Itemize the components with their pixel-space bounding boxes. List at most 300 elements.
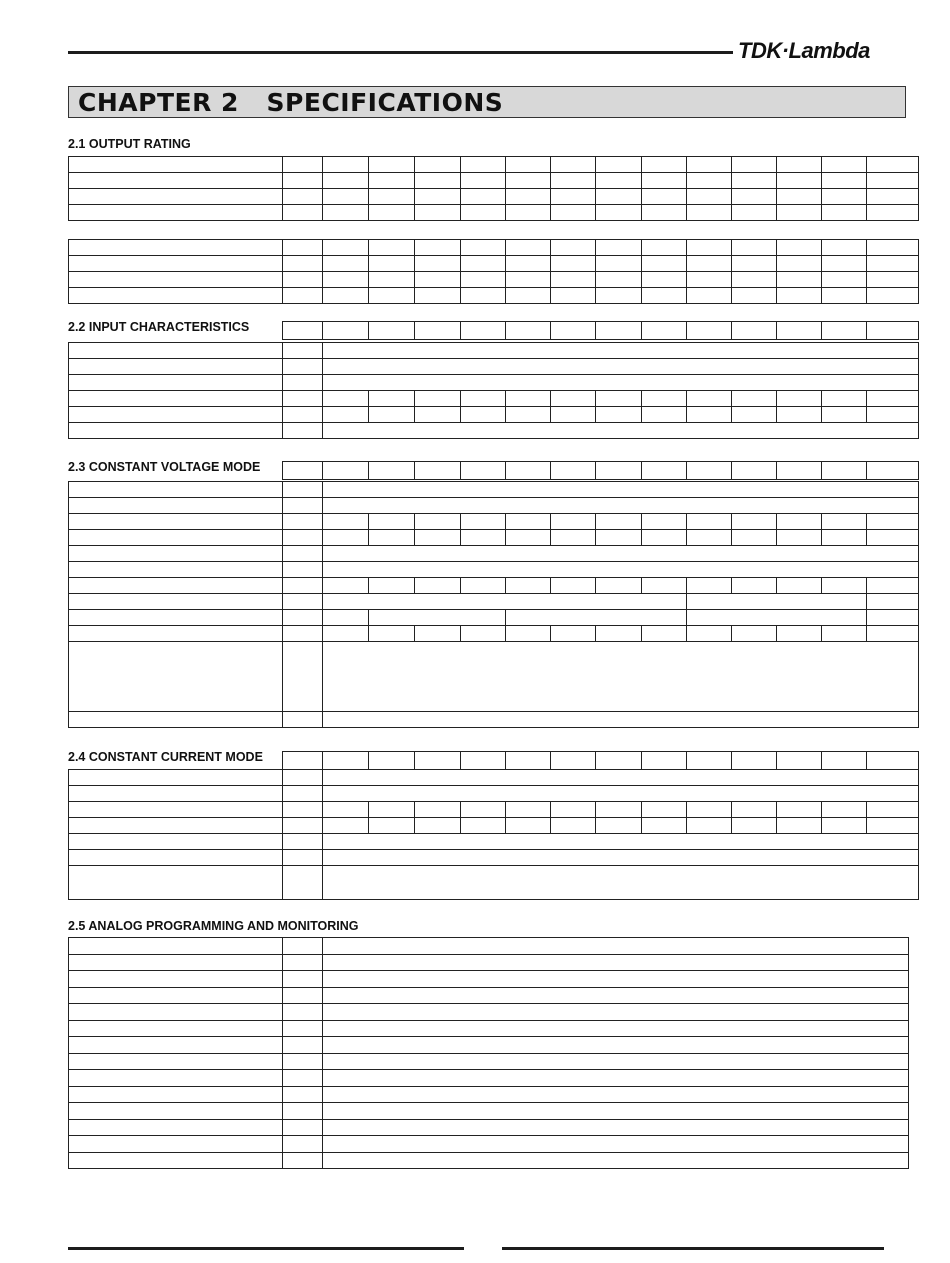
value-cell [369, 256, 415, 272]
value-cell [283, 157, 323, 173]
value-cell [642, 288, 687, 304]
analog-row [69, 1136, 909, 1153]
header-cell [777, 322, 822, 340]
row-unit [283, 407, 323, 423]
value-cell [596, 189, 642, 205]
row-text [323, 1070, 909, 1087]
row-label [69, 786, 283, 802]
row-label [69, 1119, 283, 1136]
row-unit [283, 343, 323, 359]
voltage-header-row [283, 462, 919, 480]
row-unit [283, 594, 323, 610]
row-text [323, 954, 909, 971]
footer-rule-left [68, 1247, 464, 1250]
row-label [69, 343, 283, 359]
row-text [323, 1037, 909, 1054]
value-cell [732, 818, 777, 834]
row-text [323, 770, 919, 786]
model-header-row [69, 157, 919, 173]
row-label [69, 850, 283, 866]
row-text [323, 343, 919, 359]
row-text [323, 375, 919, 391]
value-cell [687, 514, 732, 530]
value-cell [415, 157, 461, 173]
value-cell [506, 288, 551, 304]
row-unit [283, 546, 323, 562]
value-cell [777, 256, 822, 272]
row-unit [283, 562, 323, 578]
value-cell [687, 594, 867, 610]
spec-row [69, 834, 919, 850]
spec-row [69, 818, 919, 834]
value-cell [732, 272, 777, 288]
row-label [69, 157, 283, 173]
value-cell [867, 530, 919, 546]
value-cell [687, 626, 732, 642]
value-cell [777, 802, 822, 818]
analog-row [69, 1086, 909, 1103]
value-cell [732, 288, 777, 304]
row-label [69, 1070, 283, 1087]
value-cell [596, 578, 642, 594]
row-label [69, 256, 283, 272]
value-cell [461, 578, 506, 594]
row-text [323, 1020, 909, 1037]
header-cell [777, 462, 822, 480]
value-cell [283, 189, 323, 205]
value-cell [369, 802, 415, 818]
value-cell [867, 818, 919, 834]
value-cell [506, 272, 551, 288]
header-cell [822, 752, 867, 770]
value-cell [822, 407, 867, 423]
spec-row [69, 562, 919, 578]
rating-row [69, 256, 919, 272]
value-cell [687, 288, 732, 304]
row-label [69, 712, 283, 728]
value-cell [415, 626, 461, 642]
value-cell [506, 189, 551, 205]
row-unit [283, 971, 323, 988]
constant-current-table [68, 769, 919, 900]
spec-row [69, 482, 919, 498]
header-cell [323, 462, 369, 480]
warm-up-drift-text [323, 866, 919, 900]
rating-row [69, 189, 919, 205]
row-text [323, 423, 919, 439]
chapter-banner [68, 86, 906, 118]
value-cell [822, 802, 867, 818]
value-cell [822, 391, 867, 407]
value-cell [461, 272, 506, 288]
value-cell [415, 391, 461, 407]
value-cell [642, 157, 687, 173]
value-cell [687, 407, 732, 423]
value-cell [506, 173, 551, 189]
constant-voltage-table [68, 481, 919, 728]
input-voltage-header [282, 321, 919, 340]
header-rule [68, 51, 733, 54]
value-cell [777, 407, 822, 423]
spec-row [69, 594, 919, 610]
value-cell [822, 530, 867, 546]
value-cell [596, 205, 642, 221]
row-label [69, 240, 283, 256]
rating-row [69, 272, 919, 288]
value-cell [283, 272, 323, 288]
row-text [323, 1004, 909, 1021]
value-cell [461, 189, 506, 205]
row-label [69, 1103, 283, 1120]
spec-row [69, 514, 919, 530]
row-label [69, 1152, 283, 1169]
row-label [69, 594, 283, 610]
analog-row [69, 938, 909, 955]
analog-row [69, 954, 909, 971]
value-cell [283, 205, 323, 221]
analog-row [69, 1070, 909, 1087]
value-cell [642, 802, 687, 818]
value-cell [732, 530, 777, 546]
row-unit [283, 938, 323, 955]
row-unit [283, 1103, 323, 1120]
row-label [69, 189, 283, 205]
row-label [69, 642, 283, 712]
row-text [323, 1053, 909, 1070]
row-label [69, 626, 283, 642]
row-label [69, 1086, 283, 1103]
value-cell [777, 391, 822, 407]
value-cell [867, 407, 919, 423]
value-cell [461, 205, 506, 221]
rating-row [69, 288, 919, 304]
value-cell [551, 189, 596, 205]
value-cell [642, 626, 687, 642]
header-cell [461, 752, 506, 770]
value-cell [642, 530, 687, 546]
value-cell [687, 157, 732, 173]
value-cell [596, 407, 642, 423]
row-unit [283, 786, 323, 802]
spec-row [69, 802, 919, 818]
value-cell [687, 530, 732, 546]
value-cell [867, 391, 919, 407]
row-unit [283, 850, 323, 866]
value-cell [642, 818, 687, 834]
row-unit [283, 818, 323, 834]
header-cell [867, 462, 919, 480]
section-title-output-rating: 2.1 OUTPUT RATING [68, 137, 191, 151]
row-unit [283, 423, 323, 439]
value-cell [283, 240, 323, 256]
header-cell [596, 322, 642, 340]
value-cell [596, 240, 642, 256]
row-text [323, 938, 909, 955]
value-cell [867, 205, 919, 221]
spec-row [69, 391, 919, 407]
value-cell [777, 205, 822, 221]
row-unit [283, 1152, 323, 1169]
value-cell [369, 240, 415, 256]
value-cell [867, 272, 919, 288]
row-label [69, 498, 283, 514]
value-cell [415, 205, 461, 221]
value-cell [369, 189, 415, 205]
value-cell [323, 407, 369, 423]
value-cell [551, 530, 596, 546]
header-cell [551, 322, 596, 340]
value-cell [867, 626, 919, 642]
row-label [69, 482, 283, 498]
value-cell [323, 802, 369, 818]
value-cell [323, 530, 369, 546]
row-text [323, 712, 919, 728]
value-cell [596, 626, 642, 642]
spec-row [69, 578, 919, 594]
value-cell [732, 205, 777, 221]
row-label [69, 205, 283, 221]
analog-row [69, 971, 909, 988]
header-cell [283, 322, 323, 340]
value-cell [323, 272, 369, 288]
row-label [69, 1136, 283, 1153]
value-cell [596, 818, 642, 834]
header-cell [642, 462, 687, 480]
value-cell [822, 272, 867, 288]
value-cell [777, 578, 822, 594]
value-cell [822, 514, 867, 530]
row-label [69, 818, 283, 834]
spec-row [69, 866, 919, 900]
row-text [323, 1152, 909, 1169]
header-cell [687, 462, 732, 480]
row-label [69, 391, 283, 407]
row-label [69, 802, 283, 818]
value-cell [687, 802, 732, 818]
value-cell [867, 594, 919, 610]
value-cell [642, 189, 687, 205]
header-cell [822, 322, 867, 340]
footer-rule-right [502, 1247, 884, 1250]
value-cell [551, 173, 596, 189]
value-cell [461, 288, 506, 304]
row-unit [283, 954, 323, 971]
value-cell [822, 205, 867, 221]
header-cell [369, 322, 415, 340]
value-cell [596, 157, 642, 173]
value-cell [642, 514, 687, 530]
value-cell [777, 818, 822, 834]
header-cell [461, 322, 506, 340]
value-cell [777, 514, 822, 530]
row-label [69, 938, 283, 955]
value-cell [822, 626, 867, 642]
row-unit [283, 359, 323, 375]
value-cell [461, 626, 506, 642]
brand-logo: TDK·Lambda [738, 38, 870, 63]
value-cell [687, 205, 732, 221]
header-cell [867, 752, 919, 770]
value-cell [551, 514, 596, 530]
row-label [69, 173, 283, 189]
value-cell [323, 391, 369, 407]
cc-voltage-header [282, 751, 919, 770]
value-cell [323, 626, 369, 642]
header-cell [369, 462, 415, 480]
value-cell [732, 240, 777, 256]
header-cell [283, 462, 323, 480]
row-label [69, 423, 283, 439]
value-cell [506, 391, 551, 407]
row-unit [283, 482, 323, 498]
value-cell [415, 530, 461, 546]
row-unit [283, 712, 323, 728]
value-cell [506, 578, 551, 594]
row-unit [283, 578, 323, 594]
row-unit [283, 987, 323, 1004]
row-label [69, 407, 283, 423]
row-label [69, 1004, 283, 1021]
row-unit [283, 514, 323, 530]
row-label [69, 514, 283, 530]
row-unit [283, 610, 323, 626]
row-text [323, 971, 909, 988]
value-cell [732, 514, 777, 530]
value-cell [551, 391, 596, 407]
value-cell [596, 272, 642, 288]
value-cell [777, 157, 822, 173]
row-label [69, 987, 283, 1004]
chapter-title: CHAPTER 2 SPECIFICATIONS [78, 88, 504, 117]
value-cell [732, 802, 777, 818]
spec-row [69, 359, 919, 375]
value-cell [596, 530, 642, 546]
header-cell [415, 462, 461, 480]
value-cell [822, 818, 867, 834]
value-cell [369, 530, 415, 546]
input-characteristics-table [68, 342, 919, 439]
row-label [69, 834, 283, 850]
value-cell [867, 288, 919, 304]
spec-row [69, 530, 919, 546]
header-cell [506, 322, 551, 340]
value-cell [551, 288, 596, 304]
row-unit [283, 1037, 323, 1054]
rating-row [69, 173, 919, 189]
header-cell [777, 752, 822, 770]
value-cell [732, 391, 777, 407]
value-cell [369, 626, 415, 642]
row-unit [283, 375, 323, 391]
value-cell [732, 407, 777, 423]
value-cell [551, 272, 596, 288]
value-cell [642, 578, 687, 594]
value-cell [867, 802, 919, 818]
value-cell [596, 391, 642, 407]
value-cell [642, 205, 687, 221]
value-cell [687, 173, 732, 189]
value-cell [642, 407, 687, 423]
row-text [323, 1086, 909, 1103]
value-cell [369, 578, 415, 594]
spec-row [69, 626, 919, 642]
header-cell [461, 462, 506, 480]
value-cell [323, 610, 369, 626]
row-unit [283, 770, 323, 786]
spec-row [69, 343, 919, 359]
value-cell [596, 256, 642, 272]
value-cell [415, 578, 461, 594]
value-cell [323, 240, 369, 256]
value-cell [642, 173, 687, 189]
row-label [69, 375, 283, 391]
header-cell [506, 462, 551, 480]
value-cell [777, 530, 822, 546]
analog-row [69, 1053, 909, 1070]
value-cell [687, 578, 732, 594]
spec-row [69, 407, 919, 423]
value-cell [551, 407, 596, 423]
value-cell [732, 157, 777, 173]
analog-row [69, 987, 909, 1004]
value-cell [323, 288, 369, 304]
value-cell [551, 818, 596, 834]
value-cell [369, 407, 415, 423]
value-cell [506, 818, 551, 834]
spec-row [69, 642, 919, 712]
value-cell [642, 240, 687, 256]
value-cell [867, 189, 919, 205]
row-label [69, 530, 283, 546]
value-cell [323, 594, 687, 610]
section-title-input-characteristics: 2.2 INPUT CHARACTERISTICS [68, 320, 250, 334]
value-cell [822, 173, 867, 189]
row-text [323, 562, 919, 578]
row-text [323, 987, 909, 1004]
cv-voltage-header [282, 461, 919, 480]
value-cell [369, 173, 415, 189]
value-cell [461, 240, 506, 256]
row-unit [283, 1020, 323, 1037]
value-cell [461, 256, 506, 272]
value-cell [822, 578, 867, 594]
value-cell [596, 802, 642, 818]
spec-row [69, 498, 919, 514]
value-cell [415, 802, 461, 818]
analog-programming-table [68, 937, 909, 1169]
value-cell [551, 205, 596, 221]
row-unit [283, 1086, 323, 1103]
value-cell [461, 173, 506, 189]
voltage-header-row [283, 752, 919, 770]
value-cell [506, 530, 551, 546]
value-cell [596, 514, 642, 530]
value-cell [415, 189, 461, 205]
value-cell [551, 157, 596, 173]
voltage-header-row [283, 322, 919, 340]
spec-row [69, 850, 919, 866]
header-cell [369, 752, 415, 770]
value-cell [415, 272, 461, 288]
value-cell [687, 189, 732, 205]
header-cell [732, 462, 777, 480]
value-cell [461, 514, 506, 530]
value-cell [687, 818, 732, 834]
row-unit [283, 1119, 323, 1136]
value-cell [867, 240, 919, 256]
header-cell [687, 322, 732, 340]
value-cell [642, 272, 687, 288]
